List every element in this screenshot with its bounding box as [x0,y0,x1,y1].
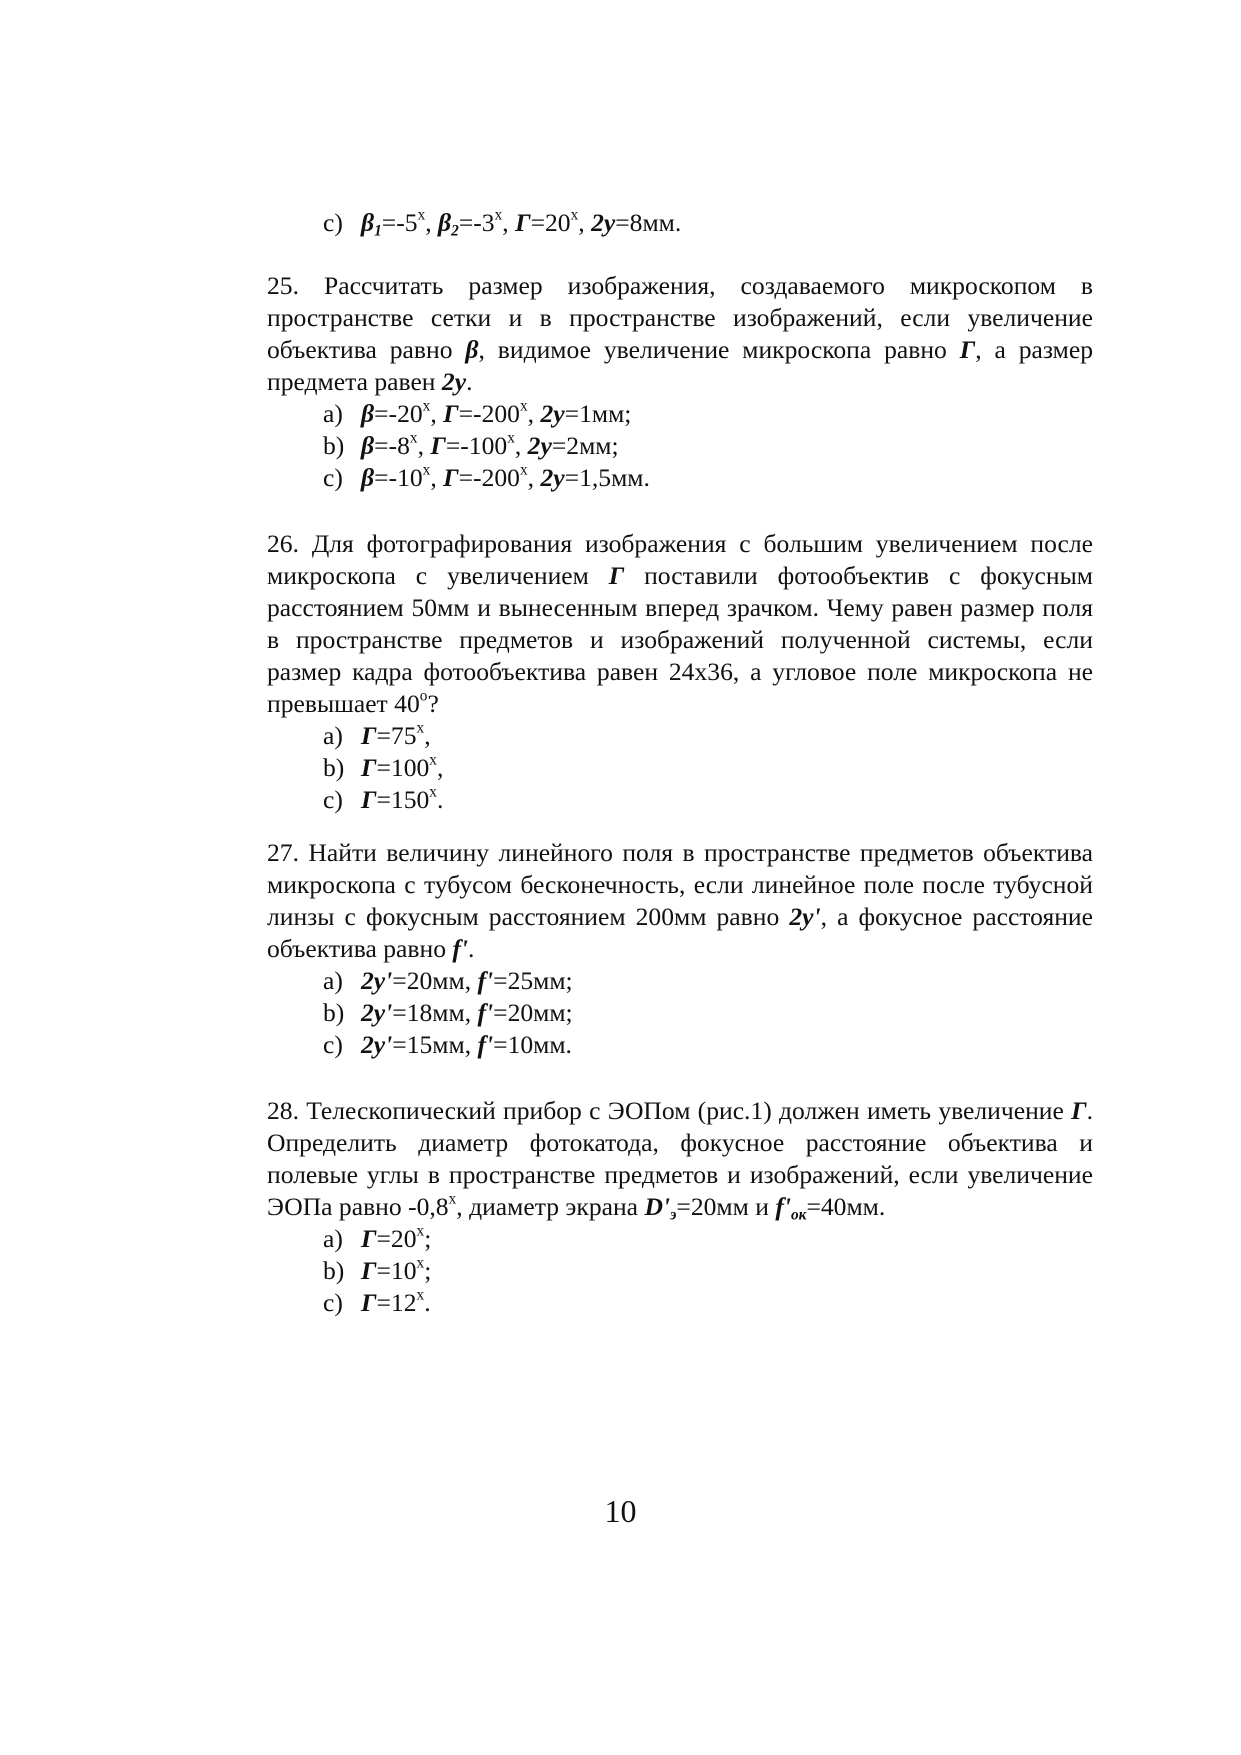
question-27-text: 27. Найти величину линейного поля в пространстве предметов объектива микроскопа с тубусом бесконечность, если линейное поле после тубусной линзы с фокусным расстоянием 200мм равно 2y', а фокусное расстояние объектива равно f'. [267,838,1093,963]
question-28 [267,1095,1093,1319]
question-25-option-c: c) $\beta=-10^x$, $Г=-200^x$, 2y=1,5мм. [323,461,650,492]
question-28-text: 28. Телескопический прибор с ЭОПом (рис.1) должен иметь увеличение Г. Определить диаметр фотокатода, фокусное расстояние объектива и полевые углы в пространстве предметов и изображений, если увеличение ЭОПа равно -0,8$^x$, диаметр экрана $D'_э=20мм$ и $f'_{ок}=40мм$. [267,1096,1093,1224]
question-27-option-b: b) 2y'=18мм, f'=20мм; [323,998,573,1027]
page-number: 10 [604,1493,637,1529]
question-26-options [267,720,1093,816]
question-26 [267,528,1093,816]
question-24-tail [267,207,1093,239]
question-25-options [267,398,1093,494]
question-26-text: 26. Для фотографирования изображения с большим увеличением после микроскопа с увеличением Г поставили фотообъектив с фокусным расстоянием 50мм и вынесенным вперед зрачком. Чему равен размер поля в пространстве предметов и изображений полученной системы, если размер кадра фотообъектива равен 24х36, а угловое поле микроскопа не превышает $40^о$? [267,529,1094,718]
question-26-option-c: c) $Г=150^x$. [323,783,444,814]
question-28-options [267,1223,1093,1319]
question-26-option-a: a) $Г=75^x$, [323,719,431,750]
question-24-option-c: c) $\beta_1=-5^x$, $\beta_2=-3^x$, $Г=20^x$, 2y=8мм. [323,206,682,240]
question-26-option-b: b) $Г=100^x$, [323,751,444,782]
question-28-option-c: c) $Г=12^x$. [323,1286,431,1317]
question-25 [267,270,1093,494]
question-25-text: 25. Рассчитать размер изображения, создаваемого микроскопом в пространстве сетки и в пространстве изображений, если увеличение объектива равно β, видимое увеличение микроскопа равно Г, а размер предмета равен 2y. [267,271,1093,396]
question-27-option-c: c) 2y'=15мм, f'=10мм. [323,1030,572,1059]
question-25-option-b: b) $\beta=-8^x$, $Г=-100^x$, 2y=2мм; [323,429,619,460]
question-27-option-a: a) 2y'=20мм, f'=25мм; [323,966,573,995]
question-27 [267,837,1093,1061]
question-28-option-a: a) $Г=20^x$; [323,1222,432,1253]
question-28-option-b: b) $Г=10^x$; [323,1254,432,1285]
question-25-option-a: a) $\beta=-20^x$, $Г=-200^x$, 2y=1мм; [323,397,632,428]
question-27-options [267,965,1093,1061]
